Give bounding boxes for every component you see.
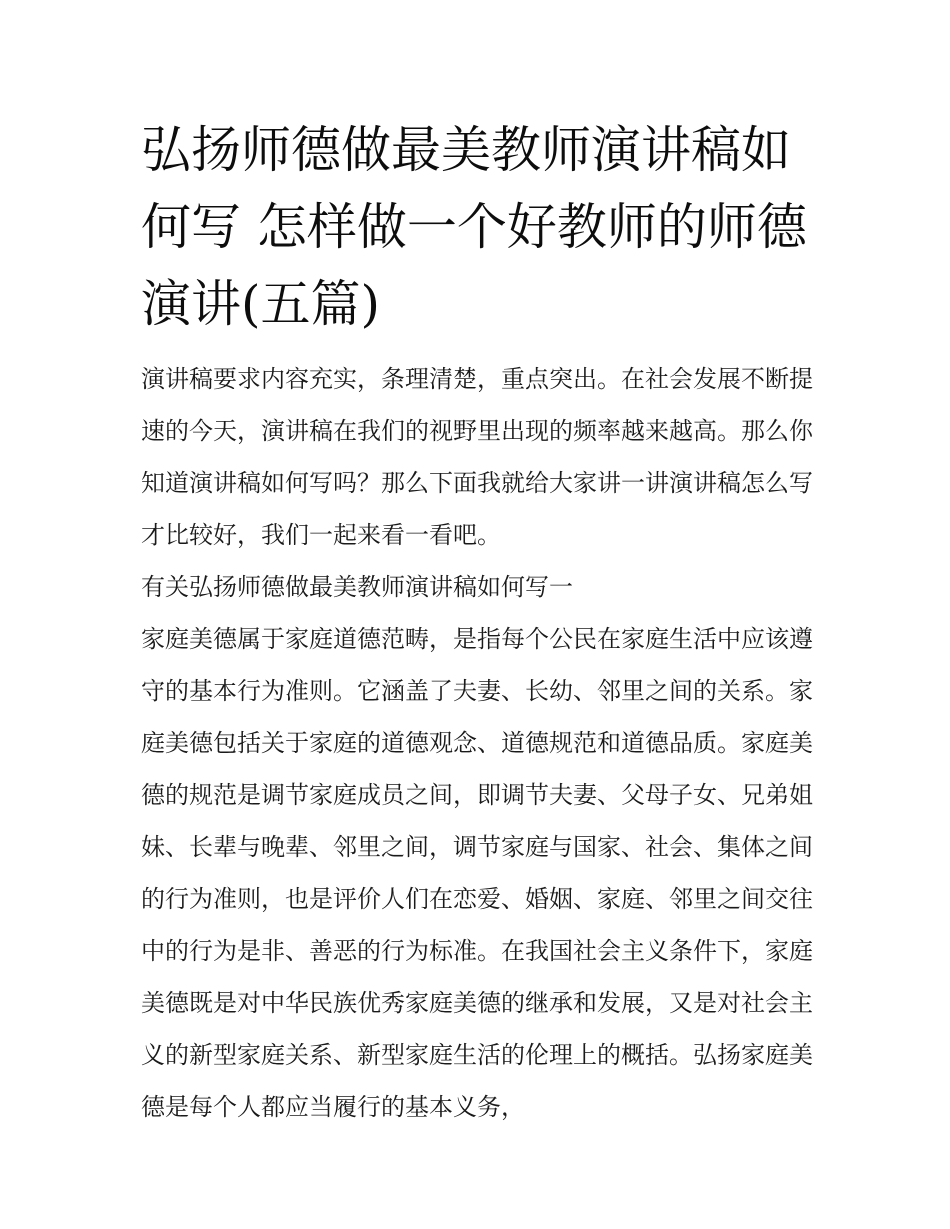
document-body <box>141 353 813 1133</box>
body-paragraph: 家庭美德属于家庭道德范畴，是指每个公民在家庭生活中应该遵守的基本行为准则。它涵盖了夫妻、长幼、邻里之间的关系。家庭美德包括关于家庭的道德观念、道德规范和道德品质。家庭美德的规范是调节家庭成员之间，即调节夫妻、父母子女、兄弟姐妹、长辈与晚辈、邻里之间，调节家庭与国家、社会、集体之间的行为准则，也是评价人们在恋爱、婚姻、家庭、邻里之间交往中的行为是非、善恶的行为标准。在我国社会主义条件下，家庭美德既是对中华民族优秀家庭美德的继承和发展，又是对社会主义的新型家庭关系、新型家庭生活的伦理上的概括。弘扬家庭美德是每个人都应当履行的基本义务， <box>141 625 813 1121</box>
section-heading: 有关弘扬师德做最美教师演讲稿如何写一 <box>141 573 573 601</box>
document-title: 弘扬师德做最美教师演讲稿如何写 怎样做一个好教师的师德演讲(五篇) <box>141 121 807 333</box>
intro-paragraph: 演讲稿要求内容充实，条理清楚，重点突出。在社会发展不断提速的今天，演讲稿在我们的视野里出现的频率越来越高。那么你知道演讲稿如何写吗？那么下面我就给大家讲一讲演讲稿怎么写才比较好，我们一起来看一看吧。 <box>141 365 813 549</box>
